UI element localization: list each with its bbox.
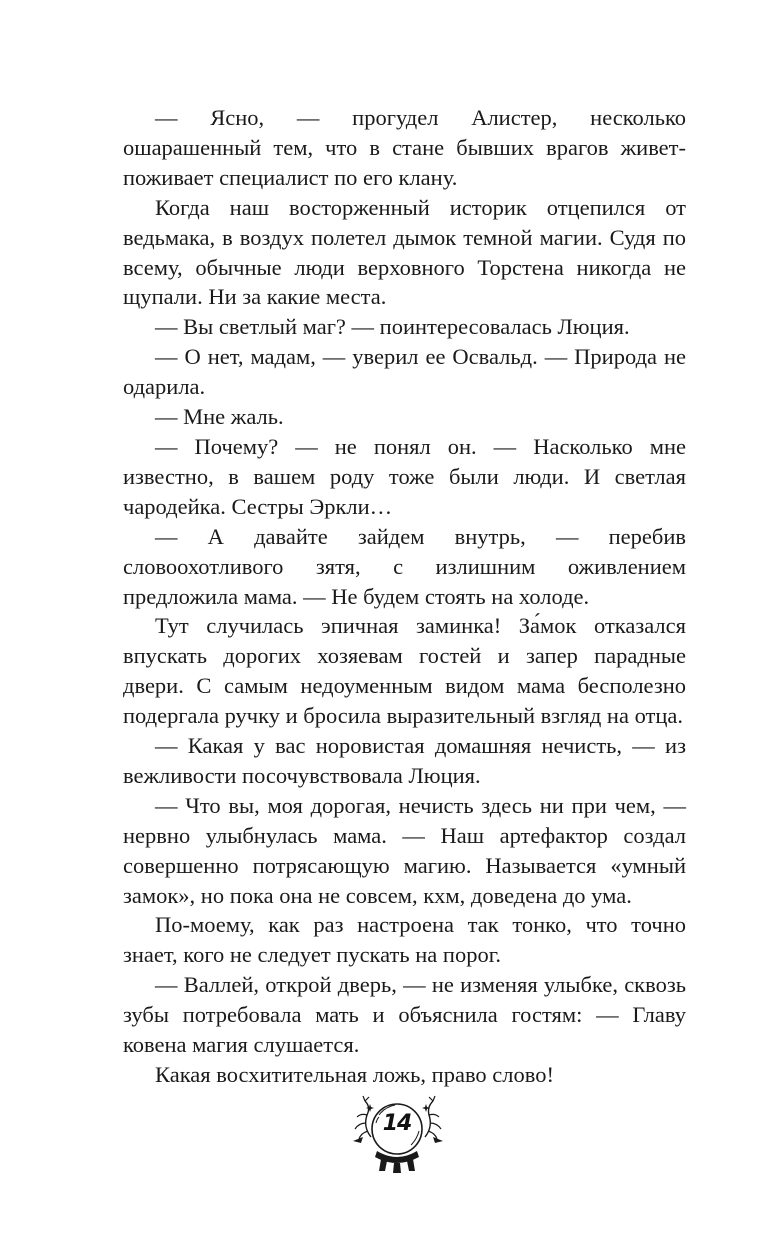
page-number: 14 — [382, 1111, 412, 1136]
paragraph: — Ясно, — прогудел Алистер, несколько ошарашенный тем, что в стане бывших врагов живет-поживает специалист по его клану. — [123, 105, 686, 190]
paragraph: — А давайте зайдем внутрь, — перебив словоохотливого зятя, с излишним оживлением предложила мама. — Не будем стоять на холоде. — [123, 523, 686, 609]
paragraph: — Мне жаль. — [155, 404, 284, 430]
paragraph: Какая восхитительная ложь, право слово! — [155, 1062, 554, 1087]
paragraph: — Валлей, открой дверь, — не изменяя улыбке, сквозь зубы потребовала мать и объяснила гостям: — Главу ковена магия слушается. — [123, 972, 686, 1058]
page-folio — [349, 1093, 449, 1175]
body-text — [123, 103, 686, 1090]
paragraph: Когда наш восторженный историк отцепился от ведьмака, в воздух полетел дымок темной магии. Судя по всему, обычные люди верховного Торстена никогда не щупали. Ни за какие места. — [123, 194, 686, 310]
paragraph: По-моему, как раз настроена так тонко, что точно знает, кого не следует пускать на порог. — [123, 912, 686, 968]
paragraph: — Вы светлый маг? — поинтересовалась Люция. — [155, 314, 630, 340]
paragraph: Тут случилась эпичная заминка! За́мок отказался впускать дорогих хозяевам гостей и запер парадные двери. С самым недоуменным видом мама бесполезно подергала ручку и бросила выразительный взгляд на отца. — [123, 613, 686, 729]
paragraph: — Что вы, моя дорогая, нечисть здесь ни при чем, — нервно улыбнулась мама. — Наш артефактор создал совершенно потрясающую магию. Называется «умный замок», но пока она не совсем, кхм, доведена до ума. — [123, 792, 686, 908]
paragraph: — Какая у вас норовистая домашняя нечисть, — из вежливости посочувствовала Люция. — [123, 733, 686, 788]
paragraph: — Почему? — не понял он. — Насколько мне известно, в вашем роду тоже были люди. И светлая чародейка. Сестры Эркли… — [123, 433, 686, 519]
paragraph: — О нет, мадам, — уверил ее Освальд. — Природа не одарила. — [123, 344, 686, 400]
